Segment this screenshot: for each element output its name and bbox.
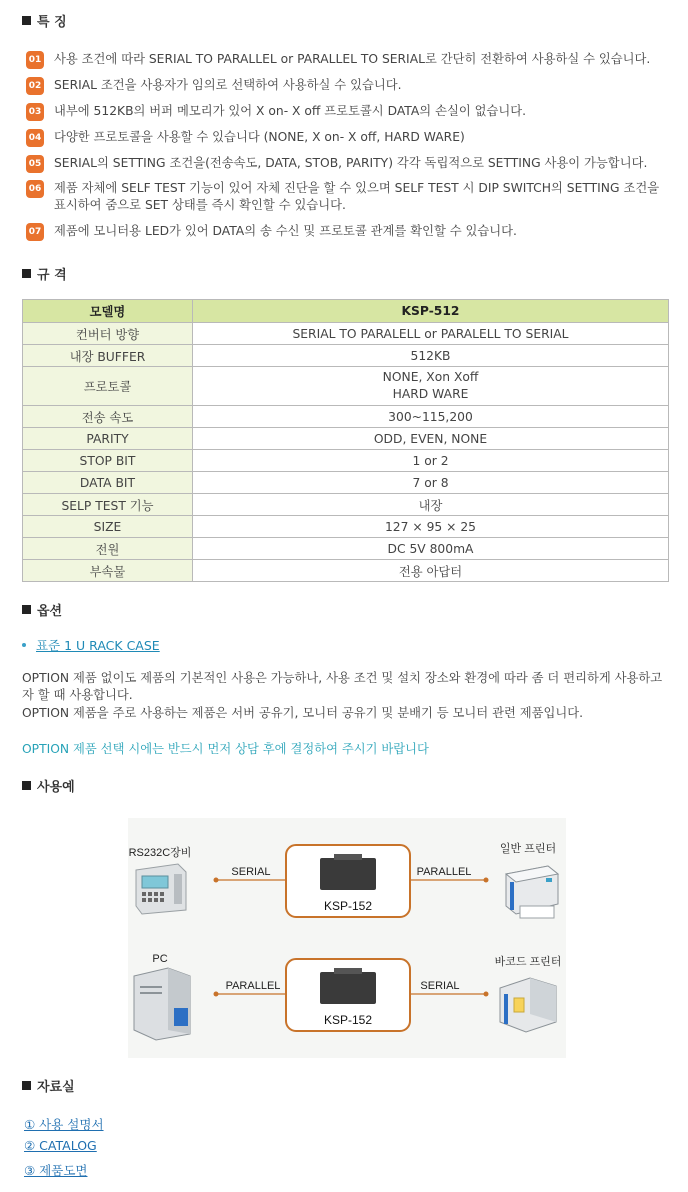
- section-title-text: 옵션: [37, 604, 63, 619]
- table-row: [23, 538, 669, 560]
- table-row: [23, 472, 669, 494]
- table-row: [23, 560, 669, 582]
- converter-model-label: KSP-152: [323, 1013, 373, 1027]
- table-row: [23, 345, 669, 367]
- spec-key: 부속물: [23, 560, 193, 582]
- converter-device-box: [286, 845, 410, 917]
- feature-text: 제품에 모니터용 LED가 있어 DATA의 송 수신 및 프로토콜 관계를 확인할 수 있습니다.: [54, 224, 517, 238]
- square-bullet-icon: [22, 605, 31, 614]
- table-row: [23, 428, 669, 450]
- section-title-spec: [22, 264, 67, 283]
- square-bullet-icon: [22, 269, 31, 278]
- number-badge-icon: 06: [26, 180, 44, 198]
- section-title-text: 사용예: [37, 780, 75, 795]
- table-header-row: [23, 300, 669, 323]
- parallel-link-label: PARALLEL: [225, 980, 281, 992]
- spec-key: 컨버터 방향: [23, 323, 193, 345]
- section-title-text: 규 격: [37, 268, 67, 283]
- barcode-printer-label: 바코드 프린터: [494, 956, 562, 968]
- manual-download-link[interactable]: ① 사용 설명서: [24, 1117, 104, 1132]
- section-title-option: [22, 600, 62, 619]
- option-note: OPTION 제품 선택 시에는 반드시 먼저 상담 후에 결정하여 주시기 바랍니다: [22, 742, 429, 756]
- spec-value: 127 × 95 × 25: [193, 516, 669, 538]
- table-header-cell: KSP-512: [193, 300, 669, 323]
- catalog-download-link[interactable]: ② CATALOG: [24, 1138, 97, 1153]
- rs232c-device-icon: [136, 864, 186, 914]
- spec-key: 전원: [23, 538, 193, 560]
- spec-value: 내장: [193, 494, 669, 516]
- spec-value: 1 or 2: [193, 450, 669, 472]
- spec-key: DATA BIT: [23, 472, 193, 494]
- feature-item: [26, 103, 671, 121]
- serial-link-label: SERIAL: [231, 866, 271, 878]
- spec-key: 프로토콜: [23, 367, 193, 406]
- feature-item: [26, 129, 671, 147]
- option-link-row: [22, 636, 160, 654]
- spec-key: PARITY: [23, 428, 193, 450]
- spec-value: 전용 아답터: [193, 560, 669, 582]
- feature-text: 다양한 프로토콜을 사용할 수 있습니다 (NONE, X on- X off, HARD WARE): [54, 130, 465, 144]
- spec-value: SERIAL TO PARALELL or PARALELL TO SERIAL: [193, 323, 669, 345]
- table-row: [23, 323, 669, 345]
- table-row: [23, 367, 669, 406]
- spec-value-line: NONE, Xon Xoff: [382, 370, 479, 384]
- serial-link-label: SERIAL: [420, 980, 460, 992]
- spec-key: STOP BIT: [23, 450, 193, 472]
- feature-item: [26, 77, 671, 95]
- section-title-usage: [22, 776, 75, 795]
- usage-diagram: [128, 818, 566, 1058]
- converter-device-box: [286, 959, 410, 1031]
- section-title-text: 특 징: [37, 15, 67, 30]
- spec-value: ODD, EVEN, NONE: [193, 428, 669, 450]
- number-badge-icon: 04: [26, 129, 44, 147]
- feature-item: [26, 180, 671, 214]
- table-row: [23, 450, 669, 472]
- spec-key: 전송 속도: [23, 406, 193, 428]
- option-paragraph: OPTION 제품 없이도 제품의 기본적인 사용은 가능하나, 사용 조건 및 설치 장소와 환경에 따라 좀 더 편리하게 사용하고자 할 때 사용합니다.: [22, 671, 663, 702]
- feature-text: 내부에 512KB의 버퍼 메모리가 있어 X on- X off 프로토콜시 DATA의 손실이 없습니다.: [54, 104, 527, 118]
- section-title-features: [22, 11, 67, 30]
- table-row: [23, 494, 669, 516]
- number-badge-icon: 03: [26, 103, 44, 121]
- parallel-link-label: PARALLEL: [416, 866, 472, 878]
- pc-tower-icon: [134, 968, 190, 1040]
- spec-key: SIZE: [23, 516, 193, 538]
- number-badge-icon: 07: [26, 223, 44, 241]
- spec-value-line: HARD WARE: [392, 387, 469, 401]
- feature-text: 사용 조건에 따라 SERIAL TO PARALLEL or PARALLEL TO SERIAL로 간단히 전환하여 사용하실 수 있습니다.: [54, 52, 651, 66]
- spec-value: 7 or 8: [193, 472, 669, 494]
- table-header-cell: 모델명: [23, 300, 193, 323]
- converter-model-label: KSP-152: [323, 899, 373, 913]
- bullet-dot-icon: [22, 643, 26, 647]
- spec-table: [22, 299, 669, 582]
- feature-text: SERIAL 조건을 사용자가 임의로 선택하여 사용하실 수 있습니다.: [54, 78, 402, 92]
- number-badge-icon: 01: [26, 51, 44, 69]
- section-title-text: 자료실: [37, 1080, 75, 1095]
- number-badge-icon: 05: [26, 155, 44, 173]
- printer-label: 일반 프린터: [499, 843, 557, 855]
- spec-value: DC 5V 800mA: [193, 538, 669, 560]
- square-bullet-icon: [22, 16, 31, 25]
- feature-item: [26, 155, 671, 173]
- feature-text: 제품 자체에 SELF TEST 기능이 있어 자체 진단을 할 수 있으며 SELF TEST 시 DIP SWITCH의 SETTING 조건을 표시하여 줌으로 SET 상태를 즉시 확인할 수 있습니다.: [54, 181, 660, 212]
- spec-key: 내장 BUFFER: [23, 345, 193, 367]
- drawing-download-link[interactable]: ③ 제품도면: [24, 1163, 88, 1178]
- feature-item: [26, 223, 671, 241]
- spec-value: 300~115,200: [193, 406, 669, 428]
- number-badge-icon: 02: [26, 77, 44, 95]
- download-links: [24, 1115, 104, 1184]
- table-row: [23, 406, 669, 428]
- feature-text: SERIAL의 SETTING 조건을(전송속도, DATA, STOB, PARITY) 각각 독립적으로 SETTING 사용이 가능합니다.: [54, 156, 648, 170]
- square-bullet-icon: [22, 781, 31, 790]
- spec-value: [193, 367, 669, 406]
- square-bullet-icon: [22, 1081, 31, 1090]
- spec-key: SELP TEST 기능: [23, 494, 193, 516]
- rack-case-link[interactable]: 표준 1 U RACK CASE: [36, 638, 160, 653]
- feature-item: [26, 51, 671, 69]
- section-title-downloads: [22, 1076, 75, 1095]
- rs232c-label: RS232C장비: [128, 847, 192, 859]
- table-row: [23, 516, 669, 538]
- pc-label: PC: [152, 953, 168, 965]
- barcode-printer-icon: [500, 978, 556, 1032]
- spec-value: 512KB: [193, 345, 669, 367]
- option-paragraph: OPTION 제품을 주로 사용하는 제품은 서버 공유기, 모니터 공유기 및 분배기 등 모니터 관련 제품입니다.: [22, 706, 584, 720]
- printer-icon: [506, 866, 558, 918]
